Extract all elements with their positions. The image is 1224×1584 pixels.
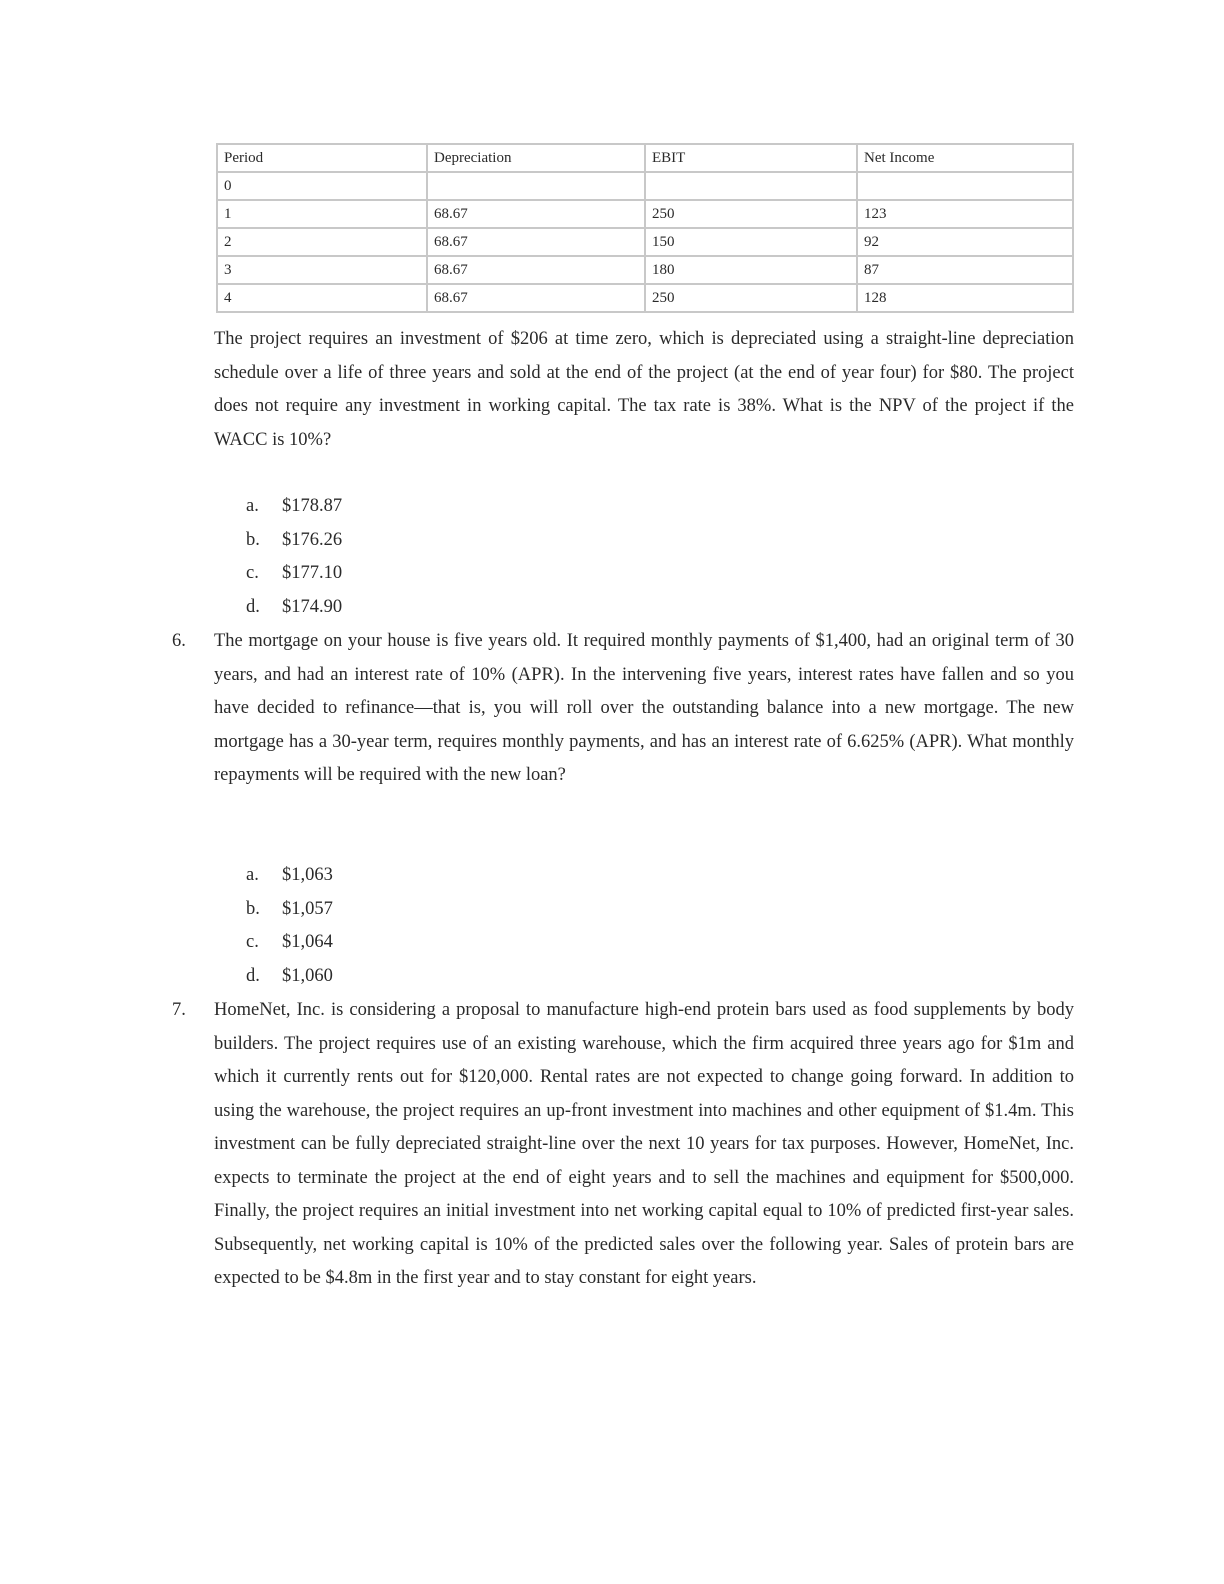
- choice-letter: c.: [246, 932, 259, 952]
- choice-letter: c.: [246, 563, 259, 583]
- table-cell: 150: [645, 228, 857, 256]
- table-cell: 1: [217, 200, 427, 228]
- choice-letter: d.: [246, 965, 260, 986]
- choice-text: $177.10: [282, 563, 343, 583]
- table-row: [217, 200, 1073, 228]
- question-7-number: 7.: [172, 1000, 186, 1020]
- table-cell: 128: [857, 284, 1073, 312]
- header-period: Period: [217, 144, 427, 172]
- choice-letter: d.: [246, 596, 260, 617]
- table-cell: 87: [857, 256, 1073, 284]
- choice-text: $1,063: [282, 865, 333, 885]
- table-cell: 2: [217, 228, 427, 256]
- question-5-text: The project requires an investment of $206 at time zero, which is depreciated using a straight-line depreciation schedule over a life of three years and sold at the end of the project (at the end of year four) for $80. The project does not require any investment in working capital. The tax rate is 38%. What is the NPV of the project if the WACC is 10%?: [214, 329, 1074, 450]
- choice-item[interactable]: [246, 490, 342, 524]
- cash-flow-table: [216, 143, 1074, 313]
- choice-text: $1,060: [282, 965, 333, 986]
- table-cell: 68.67: [427, 284, 645, 312]
- choice-text: $176.26: [282, 529, 343, 550]
- choice-item[interactable]: [246, 960, 333, 994]
- table-cell: 3: [217, 256, 427, 284]
- choice-item[interactable]: [246, 591, 342, 625]
- question-7-text: HomeNet, Inc. is considering a proposal to manufacture high-end protein bars used as food supplements by body builders. The project requires use of an existing warehouse, which the firm acquired three years ago for $1m and which it currently rents out for $120,000. Rental rates are not expected to change going forward. In addition to using the warehouse, the project requires an up-front investment into machines and other equipment of $1.4m. This investment can be fully depreciated straight-line over the next 10 years for tax purposes. However, HomeNet, Inc. expects to terminate the project at the end of eight years and to sell the machines and equipment for $500,000. Finally, the project requires an initial investment into net working capital equal to 10% of predicted first-year sales. Subsequently, net working capital is 10% of the predicted sales over the following year. Sales of protein bars are expected to be $4.8m in the first year and to stay constant for eight years.: [214, 1000, 1074, 1288]
- choice-text: $178.87: [282, 496, 343, 516]
- table-row: [217, 172, 1073, 200]
- choice-text: $1,057: [282, 898, 333, 919]
- choice-item[interactable]: [246, 557, 342, 591]
- table-cell: 4: [217, 284, 427, 312]
- table-cell: 250: [645, 200, 857, 228]
- table-cell: 68.67: [427, 228, 645, 256]
- table-cell: [645, 172, 857, 200]
- choice-text: $174.90: [282, 596, 343, 617]
- choice-item[interactable]: [246, 524, 342, 558]
- table-cell: 250: [645, 284, 857, 312]
- choice-letter: b.: [246, 898, 260, 919]
- choice-item[interactable]: [246, 859, 333, 893]
- choice-letter: a.: [246, 865, 259, 885]
- table-cell: 68.67: [427, 200, 645, 228]
- question-5-choices: [246, 490, 342, 624]
- header-net-income: Net Income: [857, 144, 1073, 172]
- table-cell: 123: [857, 200, 1073, 228]
- question-6-number: 6.: [172, 631, 186, 651]
- table-cell: 0: [217, 172, 427, 200]
- choice-item[interactable]: [246, 893, 333, 927]
- table-cell: [857, 172, 1073, 200]
- choice-text: $1,064: [282, 932, 333, 952]
- choice-item[interactable]: [246, 926, 333, 960]
- table-cell: 68.67: [427, 256, 645, 284]
- header-ebit: EBIT: [645, 144, 857, 172]
- table-cell: 180: [645, 256, 857, 284]
- question-6-choices: [246, 859, 333, 993]
- table-row: [217, 284, 1073, 312]
- question-6-text: The mortgage on your house is five years old. It required monthly payments of $1,400, had an original term of 30 years, and had an interest rate of 10% (APR). In the intervening five years, interest rates have fallen and so you have decided to refinance—that is, you will roll over the outstanding balance into a new mortgage. The new mortgage has a 30-year term, requires monthly payments, and has an interest rate of 6.625% (APR). What monthly repayments will be required with the new loan?: [214, 631, 1074, 785]
- table-row: [217, 228, 1073, 256]
- table-row: [217, 256, 1073, 284]
- choice-letter: b.: [246, 529, 260, 550]
- choice-letter: a.: [246, 496, 259, 516]
- table-cell: 92: [857, 228, 1073, 256]
- table-header-row: [217, 144, 1073, 172]
- table-cell: [427, 172, 645, 200]
- header-depreciation: Depreciation: [427, 144, 645, 172]
